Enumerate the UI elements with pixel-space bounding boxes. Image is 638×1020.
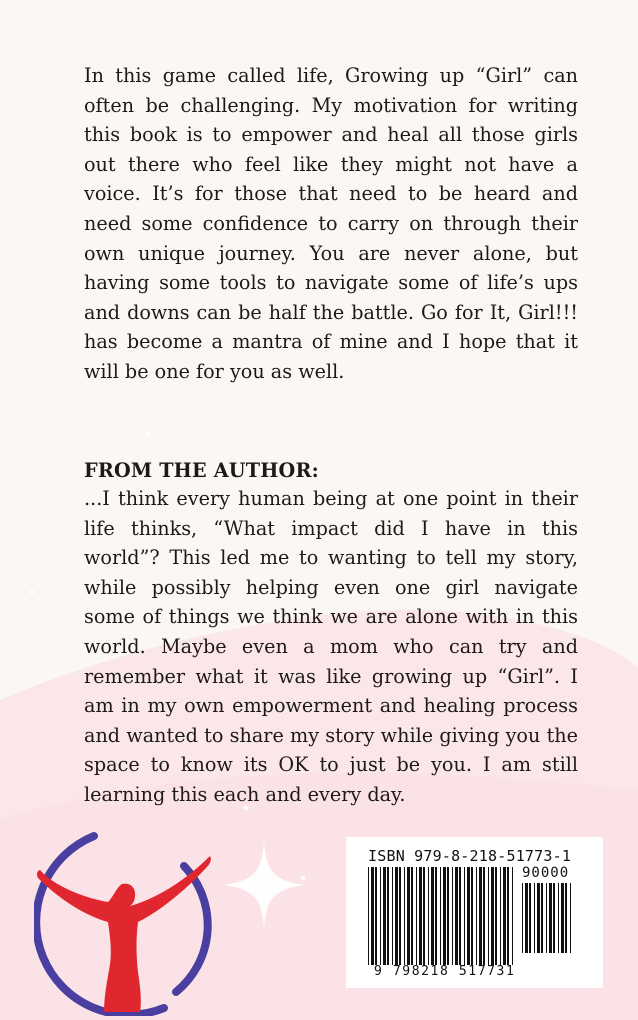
barcode-bar [561, 883, 564, 953]
barcode-bar [549, 883, 552, 953]
decorative-dot [146, 431, 150, 435]
woman-raised-arms-icon [34, 826, 224, 1016]
barcode-bar [534, 883, 535, 953]
isbn-label: ISBN 979-8-218-51773-1 [368, 847, 572, 865]
barcode-bar [537, 883, 540, 953]
barcode-bar [380, 867, 381, 965]
barcode-bar [495, 867, 497, 965]
barcode-bar [488, 867, 489, 965]
isbn-barcode [346, 837, 603, 988]
barcode-bar [459, 867, 461, 965]
barcode-bar [368, 867, 369, 965]
barcode-bar [541, 883, 543, 953]
barcode-bar [522, 883, 523, 953]
barcode-bar [383, 867, 386, 965]
barcode-bar [546, 883, 547, 953]
barcode-bar [471, 867, 473, 965]
barcode-bar [435, 867, 437, 965]
barcode-bar [452, 867, 453, 965]
barcode-bar [483, 867, 485, 965]
barcode-bar [419, 867, 422, 965]
barcode-bar [500, 867, 501, 965]
barcode-bar [375, 867, 377, 965]
barcode-bar [404, 867, 405, 965]
barcode-bar [558, 883, 559, 953]
barcode-bar [392, 867, 393, 965]
cover-blurb: In this game called life, Growing up “Girl” can often be challenging. My motivation for writing this book is to empower and heal all those girls out there who feel like they might not have a voice. It’s for those that need to be heard and need some confidence to carry on through their own unique journey. You are never alone, but having some tools to navigate some of life’s ups and downs can be half the battle. Go for It, Girl!!! has become a mantra of mine and I hope that it will be one for you as well. [84, 64, 578, 383]
barcode-bar [464, 867, 465, 965]
barcode-bar [440, 867, 441, 965]
barcode-bar [423, 867, 425, 965]
barcode-bar [570, 883, 571, 953]
barcode-bar [431, 867, 434, 965]
barcode-bar [443, 867, 446, 965]
barcode-bar [455, 867, 458, 965]
barcode-bar [553, 883, 555, 953]
barcode-bar [371, 867, 374, 965]
barcode-bar [467, 867, 470, 965]
barcode-bar [407, 867, 410, 965]
barcode-bar [428, 867, 429, 965]
barcode-bar [479, 867, 482, 965]
author-statement: ...I think every human being at one point in their life thinks, “What impact did I have in this world”? This led me to wanting to tell my story, while possibly helping even one girl navigate some of things we think we are alone with in this world. Maybe even a mom who can try and remember what it was like growing up “Girl”. I am in my own empowerment and healing process and wanted to share my story while giving you the space to know its OK to just be you. I am still learning this each and every day. [84, 487, 578, 806]
barcode-bar [491, 867, 494, 965]
barcode-bar [395, 867, 398, 965]
decorative-dot [30, 590, 34, 594]
barcode-bar [503, 867, 506, 965]
barcode-bar [507, 867, 509, 965]
from-the-author-heading: FROM THE AUTHOR: [84, 459, 319, 482]
barcode-bar [512, 867, 513, 965]
barcode-bar [525, 883, 528, 953]
barcode-bar [399, 867, 401, 965]
barcode-bar [565, 883, 567, 953]
price-code: 90000 [522, 865, 570, 881]
barcode-bar [476, 867, 477, 965]
barcode-bar [387, 867, 389, 965]
sparkle-icon [224, 840, 304, 930]
barcode-bar [411, 867, 413, 965]
barcode-bar [416, 867, 417, 965]
barcode-bar [447, 867, 449, 965]
barcode-bar [529, 883, 531, 953]
ean-digits: 9 798218 517731 [374, 964, 516, 979]
